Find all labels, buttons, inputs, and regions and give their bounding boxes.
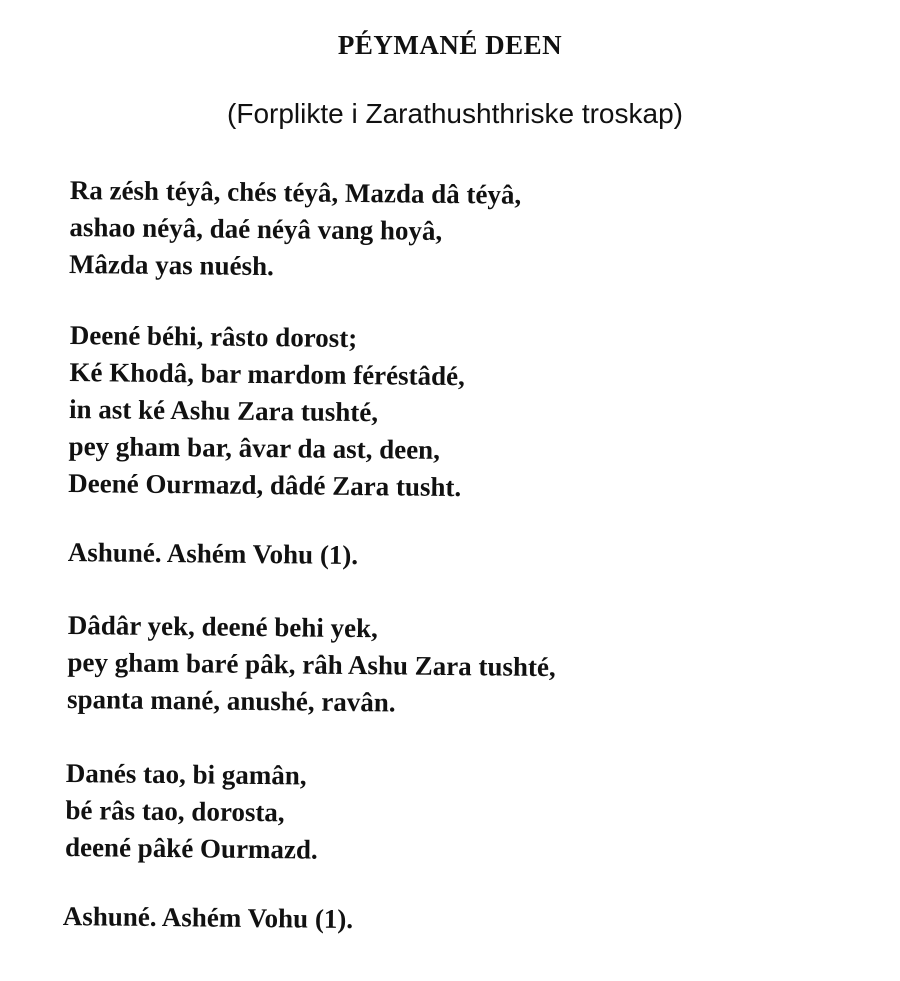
verse-line: in ast ké Ashu Zara tushté, (68, 393, 379, 428)
stanza-6 (63, 898, 354, 938)
verse-line: Deené Ourmazd, dâdé Zara tusht. (68, 467, 462, 503)
verse-line: Ashuné. Ashém Vohu (1). (62, 900, 354, 935)
verse-line: Dâdâr yek, deené behi yek, (67, 609, 378, 644)
verse-line: spanta mané, anushé, ravân. (66, 683, 396, 718)
verse-line: pey gham baré pâk, râh Ashu Zara tushté, (67, 646, 556, 683)
verse-line: Ké Khodâ, bar mardom féréstâdé, (69, 356, 466, 392)
stanza-3 (68, 534, 359, 574)
verse-line: Mâzda yas nuésh. (68, 248, 274, 282)
stanza-1 (69, 172, 522, 288)
stanza-2 (68, 317, 465, 506)
verse-line: Danés tao, bi gamân, (65, 757, 307, 791)
verse-line: pey gham bar, âvar da ast, deen, (68, 430, 441, 465)
verse-line: Deené béhi, râsto dorost; (69, 319, 358, 354)
verse-line: bé râs tao, dorosta, (65, 794, 285, 828)
verse-line: Ashuné. Ashém Vohu (1). (67, 536, 359, 571)
page-subtitle: (Forplikte i Zarathushthriske troskap) (227, 98, 683, 129)
verse-line: deené pâké Ourmazd. (64, 831, 318, 865)
verse-line: ashao néyâ, daé néyâ vang hoyâ, (69, 211, 443, 246)
stanza-4 (67, 607, 556, 723)
verse-line: Ra zésh téyâ, chés téyâ, Mazda dâ téyâ, (69, 174, 522, 210)
page-title: PÉYMANÉ DEEN (337, 30, 563, 60)
stanza-5 (65, 755, 319, 869)
